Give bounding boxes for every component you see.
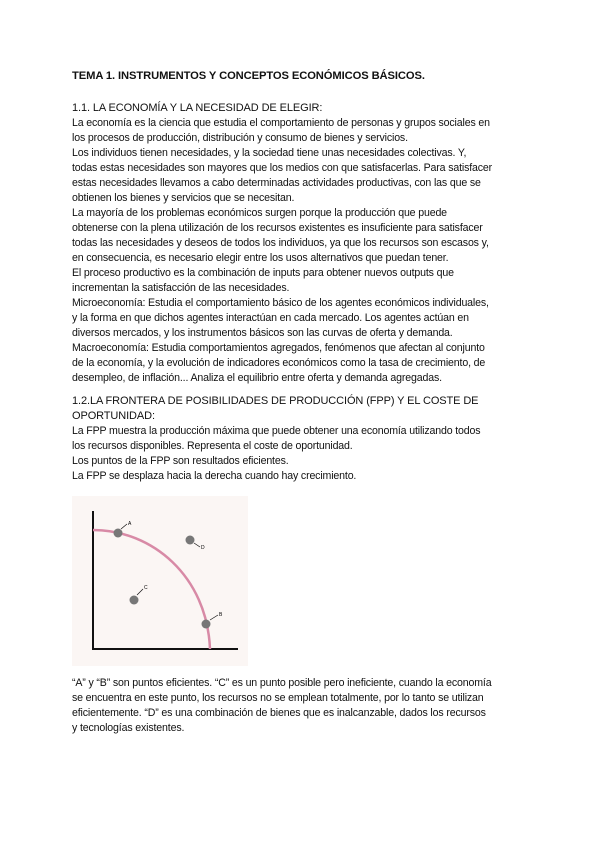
point-a [114, 529, 123, 538]
paragraph-line: obtenerse con la plena utilización de los recursos existentes es insuficiente para satisfacer [72, 222, 483, 234]
point-c [130, 596, 139, 605]
paragraph-line: todas las necesidades y deseos de todos los individuos, ya que los recursos son escasos y, [72, 237, 489, 249]
paragraph-line: Los puntos de la FPP son resultados eficientes. [72, 455, 289, 467]
point-a-arrow [121, 524, 127, 529]
paragraph-line: La mayoría de los problemas económicos surgen porque la producción que puede [72, 207, 447, 219]
paragraph-line: y la forma en que dichos agentes interactúan en cada mercado. Los agentes actúan en [72, 312, 469, 324]
figure-caption [72, 676, 532, 736]
section-heading-1: 1.1. LA ECONOMÍA Y LA NECESIDAD DE ELEGIR: [72, 102, 323, 114]
caption-line: “A” y “B” son puntos eficientes. “C” es un punto posible pero ineficiente, cuando la economía [72, 677, 492, 689]
point-c-arrow [137, 589, 143, 595]
paragraph-line: en consecuencia, es necesario elegir entre los usos alternativos que puedan tener. [72, 252, 449, 264]
section-economia [72, 101, 532, 386]
section-heading-2-cont: OPORTUNIDAD: [72, 410, 155, 422]
fpp-diagram-svg [72, 496, 248, 666]
section-heading-2: 1.2.LA FRONTERA DE POSIBILIDADES DE PRODUCCIÓN (FPP) Y EL COSTE DE [72, 395, 479, 407]
paragraph-line: El proceso productivo es la combinación de inputs para obtener nuevos outputs que [72, 267, 454, 279]
point-b [202, 620, 211, 629]
fpp-diagram [72, 496, 248, 666]
point-d-label: D [201, 545, 205, 551]
point-a-label: A [128, 521, 132, 527]
paragraph-line: desempleo, de inflación... Analiza el equilibrio entre oferta y demanda agregadas. [72, 372, 442, 384]
paragraph-line: obtienen los bienes y servicios que se necesitan. [72, 192, 295, 204]
section-fpp [72, 394, 532, 484]
paragraph-line: estas necesidades llevamos a cabo determinadas actividades productivas, con las que se [72, 177, 481, 189]
point-c-label: C [144, 585, 148, 591]
point-d-arrow [194, 543, 200, 547]
paragraph-line: Los individuos tienen necesidades, y la sociedad tiene unas necesidades colectivas. Y, [72, 147, 467, 159]
paragraph-line: Microeconomía: Estudia el comportamiento básico de los agentes económicos individuales, [72, 297, 489, 309]
caption-line: y tecnologías existentes. [72, 722, 185, 734]
paragraph-line: incrementan la satisfacción de las necesidades. [72, 282, 290, 294]
caption-line: eficientemente. “D” es una combinación de bienes que es inalcanzable, dados los recursos [72, 707, 486, 719]
paragraph-line: La FPP se desplaza hacia la derecha cuando hay crecimiento. [72, 470, 357, 482]
paragraph-line: Macroeconomía: Estudia comportamientos agregados, fenómenos que afectan al conjunto [72, 342, 485, 354]
fpp-curve [93, 530, 210, 649]
paragraph-line: diversos mercados, y los instrumentos básicos son las curvas de oferta y demanda. [72, 327, 453, 339]
caption-line: se encuentra en este punto, los recursos no se emplean totalmente, por lo tanto se utilizan [72, 692, 484, 704]
paragraph-line: de la economía, y la evolución de indicadores económicos como la tasa de crecimiento, de [72, 357, 486, 369]
point-d [186, 536, 195, 545]
point-b-arrow [210, 615, 218, 620]
paragraph-line: los procesos de producción, distribución y consumo de bienes y servicios. [72, 132, 408, 144]
point-b-label: B [219, 612, 223, 618]
page-title: TEMA 1. INSTRUMENTOS Y CONCEPTOS ECONÓMICOS BÁSICOS. [72, 70, 425, 82]
paragraph-line: La economía es la ciencia que estudia el comportamiento de personas y grupos sociales en [72, 117, 490, 129]
paragraph-line: La FPP muestra la producción máxima que puede obtener una economía utilizando todos [72, 425, 481, 437]
paragraph-line: todas estas necesidades son mayores que los medios con que satisfacerlas. Para satisfacer [72, 162, 493, 174]
paragraph-line: los recursos disponibles. Representa el coste de oportunidad. [72, 440, 353, 452]
